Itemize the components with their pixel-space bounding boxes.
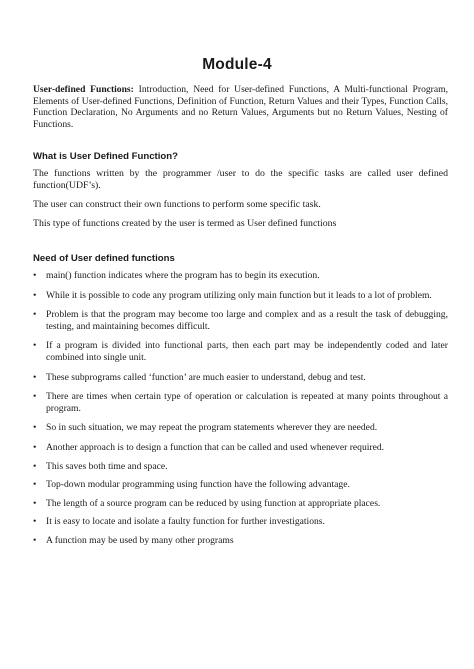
paragraph-udf-termed: This type of functions created by the user is termed as User defined functions (33, 218, 337, 229)
bullet-item: • There are times when certain type of operation or calculation is repeated at many points throughout a program. (33, 391, 448, 414)
bullet-item: • This saves both time and space. (33, 461, 448, 473)
bullet-item: • Top-down modular programming using function have the following advantage. (33, 479, 448, 491)
section-heading-need-of-udf: Need of User defined functions (33, 253, 175, 264)
syllabus-text: Introduction, Need for User-defined Functions, A Multi-functional Program, Elements of User-defined Functions, Definition of Function, Return Values and their Types, Function Calls, Function Declaration, No Arguments and no Return Values, Arguments but no Return Values, Nesting of Functions. (33, 84, 448, 130)
bullet-item: • The length of a source program can be reduced by using function at appropriate places. (33, 498, 448, 510)
bullet-item: • Another approach is to design a function that can be called and used whenever required. (33, 442, 448, 454)
syllabus-label: User-defined Functions: (33, 84, 134, 95)
paragraph-udf-definition: The functions written by the programmer /user to do the specific tasks are called user defined function(UDF’s). (33, 168, 448, 191)
bullet-item: • If a program is divided into functional parts, then each part may be independently coded and later combined into single unit. (33, 340, 448, 363)
paragraph-udf-construct: The user can construct their own functions to perform some specific task. (33, 199, 321, 210)
bullet-item: • A function may be used by many other programs (33, 535, 448, 547)
syllabus-paragraph (33, 84, 448, 130)
bullet-item: • Problem is that the program may become too large and complex and as a result the task of debugging, testing, and maintaining becomes difficult. (33, 309, 448, 332)
page-title: Module-4 (202, 56, 272, 73)
bullet-item: • While it is possible to code any program utilizing only main function but it leads to a lot of problem. (33, 290, 448, 302)
bullet-item: • These subprograms called ‘function’ are much easier to understand, debug and test. (33, 372, 448, 384)
bullet-item: • It is easy to locate and isolate a faulty function for further investigations. (33, 516, 448, 528)
bullet-item: • main() function indicates where the program has to begin its execution. (33, 270, 448, 282)
section-heading-what-is-udf: What is User Defined Function? (33, 151, 178, 162)
bullet-item: • So in such situation, we may repeat the program statements wherever they are needed. (33, 422, 448, 434)
need-of-udf-bullet-list (33, 270, 448, 547)
